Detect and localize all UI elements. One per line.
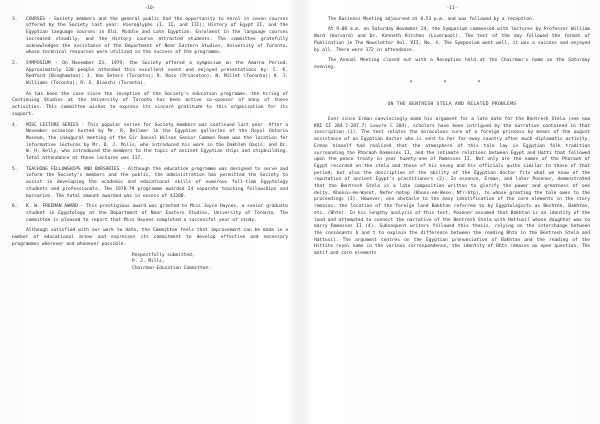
page-gutter — [298, 0, 302, 424]
paragraph-closing: Although satisfied with our work to date, the Committee feels that improvement can be made in a number of educational areas and expresses its commitment to develop effective and necessary programmes wherever and whenever possible. — [12, 228, 288, 247]
list-item-text: TEACHING FELLOWSHIPS AND BURSARIES - Although the education programme was designed to serve and inform the Society's members and the public, the administration has permitted the Society to assist in developing the academic and educational skills of numerous full-time Egyptology students and professionals. The 1978-79 programme awarded 24 separate teaching fellowships and bursaries. The total amount awarded was in excess of $3200. — [26, 166, 288, 199]
list-item-number: 3. — [12, 16, 18, 22]
list-item-text: COURSES - Society members and the general public had the opportunity to enrol in seven courses offered by the Society last year: Hieroglyphs (I, II, and III); History of Egypt II, and the Egyptian language courses in Old, Middle and Late Egyptian. Enrolment in the language courses increased steadily, and the History course attracted students. The committee gratefully acknowledges the assistance of the Department of Near Eastern Studies, University of Toronto, whose technical resources were utilized in the success of the programme. — [26, 16, 288, 56]
left-page-number: -10- — [144, 6, 156, 11]
list-item-symposium — [12, 61, 288, 88]
paragraph-symposium-lectures: At 9.00 a.m. on Saturday November 24, the Symposium commenced with lectures by Professor William Ward (Harvard) and Dr. Kenneth Kitchen (Liverpool). The text of the day followed the format of Publication in The Newsletter Vol. VII, No. 4. The Symposium went well, it was a success and enjoyed by all. There were 172 in attendance. — [314, 27, 590, 53]
list-item-number: 2. — [12, 60, 18, 66]
list-item-fellowships — [12, 167, 288, 201]
list-item-number: 4. — [12, 122, 18, 128]
list-item-text: MISC LECTURE SERIES - This popular series for Society members was continued last year. After a November occasion hosted by Mr. R. Bellmer in the Egyptian galleries of the Royal Ontario Museum, the inaugural meeting of the Sir Daniel Wilson Senior Common Room was the location for informative lectures by Mr. D. J. Mills, who introduced his work in the Dakhleh Oasis, and Dr. W. H. Kelly, who introduced the members to the topic of ancient Egyptian ships and shipbuilding. Total attendance at these lectures was 117. — [26, 122, 288, 162]
paragraph-reception: The Annual Meeting closed out with a Reception held at the Chairman's home on the Saturday evening. — [314, 58, 590, 70]
right-page-number: -11- — [446, 6, 458, 11]
list-item-freeman-award — [12, 204, 288, 224]
signoff-line: Respectfully submitted, — [132, 252, 195, 258]
list-item-courses — [12, 17, 288, 57]
list-item-number: 5. — [12, 166, 18, 172]
list-item-text: SYMPOSIUM - On November 23, 1979, the Society offered a symposium on the Amarna Period. Approximately 120 people attended this excellent event and enjoyed presentations by: C. K. Redford (Binghamton); J. Van Seters (Toronto); R. Ross (Princeton); N. Millet (Toronto); K. J. Williams (Toronto); R. S. Bianchi (Toronto). — [26, 60, 288, 87]
section-separator: * * * — [409, 79, 495, 86]
article-heading: ON THE BENTRESH STELA AND RELATED PROBLEMS — [387, 102, 517, 108]
left-page — [4, 0, 296, 424]
list-item-lecture-series — [12, 123, 288, 163]
list-item-text: K. W. FREEMAN AWARD - This prestigious award was granted to Miss Joyce Haynes, a senior graduate student in Egyptology at the Department of Near Eastern Studies, University of Toronto. The committee is pleased to report that Miss Haynes completed a successful year of study. — [26, 204, 288, 223]
paragraph-business-meeting: The Business Meeting adjourned at 8.53 p.m. and was followed by a reception. — [328, 16, 535, 22]
signoff-title: Chairman-Education Committee. — [132, 265, 211, 271]
signoff-name: P. J. Mills, — [132, 259, 165, 265]
list-item-number: 6. — [12, 204, 18, 210]
right-page — [304, 0, 596, 424]
paragraph-continuing-studies: As has been the case since the inception of the Society's education programme, the hiring of Continuing Studies at the University of Toronto has been active co-sponsor of many of these activities. This committee wishes to express its sincere gratitude to this organization for its support. — [12, 91, 288, 117]
article-body: Ever since Erman convincingly made his argument for a late date for the Bentresh Stela (see now KRI II 284.7-287.7; Louvre C 284), scholars have been intrigued by the narrative contained in that inscription (1). The text relates the miraculous cure of a foreign princess by means of the august assistance of an Egyptian doctor who is sent to her far-away country after much diplomatic activity. Erman himself had realized that the atmosphere of this tale lay in Egyptian folk tradition surrounding the Pharaoh Ramesses II, and the intimate relations between Egypt and Hatti that followed upon the peace treaty in year twenty-one of Ramesses II. Not only are the names of the Pharaoh of Egypt recorded on the stela and those of his envoy and his officials quite similar to those of that period, but also the description of the ability of the Egyptian doctor fits what we know of the reputation of ancient Egypt's practitioners (2). In essence, Erman, and later Posener, demonstrated that the Bentresh Stela is a late composition written to glorify the power and greatness of one deity, Khonsu-em-Waset, Nefer-hotep (Khons-em-Wese, Nfr-htp), to whose granting the tale owes to the proceedings (3). However, one obstacle to the easy identification of the core elements in the story remains: the location of the foreign land Bakhtan referred to by Egyptologists as Bechten, Bakhtan, etc. (Bhtn). In his lengthy analysis of this text, Posener assumed that Bakhtan is an identity of the land and attempted to connect the narrative of the Bentresh Stela with Hattusil whose daughter was to marry Ramesses II (4). Subsequent writers followed this thesis, relying on the interchange between the consonants h and t to explain the difference between the reading Bhtn in the Bentresh Stela and Hattusil. The argument centres on the Egyptian pronunciation of Bakhtan and the reading of the Hittite royal name in the various correspondence, the identity of Bhtn remains an open question. The motif and core elements — [314, 117, 590, 257]
